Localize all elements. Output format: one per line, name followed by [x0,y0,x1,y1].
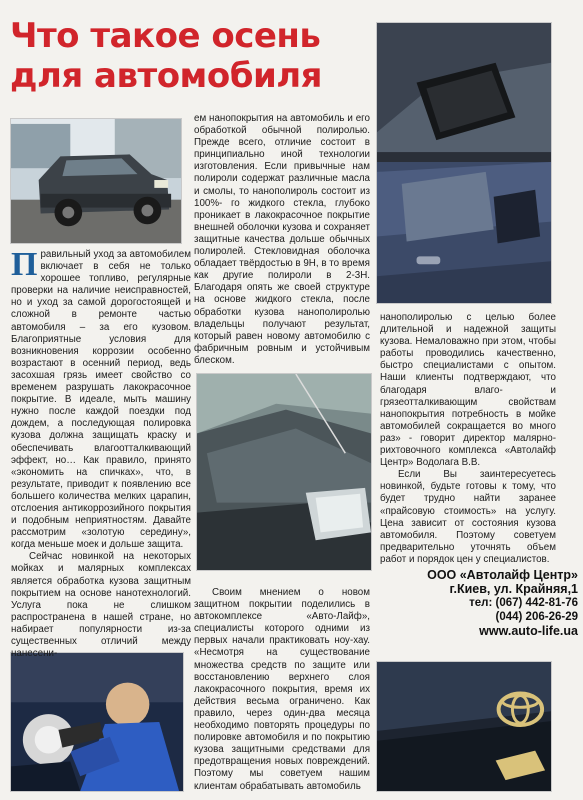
contact-block [378,568,578,638]
text-column-2-top [194,113,370,368]
photo-toyota-emblem [376,661,552,792]
phone-2: (044) 206-26-29 [495,611,578,623]
phone-1: тел: (067) 442-81-76 [469,597,578,609]
photo-worker-polishing [10,652,184,792]
company-address: г.Киев, ул. Крайняя,1 [449,582,578,596]
text-column-1 [11,246,191,660]
photo-car-hood [196,373,372,571]
title-line-2: для автомобиля [10,56,322,96]
website-link[interactable]: www.auto-life.ua [479,624,578,638]
company-name: ООО «Автолайф Центр» [427,568,578,582]
text-column-3 [380,312,556,564]
column-1-paragraph-2: Сейчас новинкой на некоторых мойках и малярных комплексах является обработка кузова защитным покрытием на основе нанотехнологий. Услуга пока не слишком распространена в нашей стране, но набирает популярности из-за существенных отличий между нанесени- [11,551,191,660]
photo-suv [10,118,182,244]
column-1-paragraph-1-text: равильный уход за автомобилем включает в себя не только хорошее топливо, регулярные проверки на наличие неисправностей, но и уход за самой дорогостоящей и сложной в ремонте частью автомобиля – за его кузовом. Благоприятные условия для возникновения коррозии особенно возрастают в осенний период, ведь засохшая грязь имеет свойство со временем разрушать лакокрасочное покрытие. В идеале, мыть машину нужно после каждой поездки под дождем, а последующая полировка кузова должна защищать краску и обеспечивать влагоотталкивающий эффект, но… Как правило, принято «экономить на спичках», что, в результате, приводит к появлению все большего количества мелких царапин, отслоения антикоррозийного покрытия и подобным неприятностям. Давайте рассмотрим «золотую середину», когда меньше моек и дольше защита. [11,249,191,551]
article-title [10,16,350,96]
photo-car-mirror [376,22,552,304]
column-3-paragraph-1: нанополиролью с целью более длительной и надежной защиты кузова. Немаловажно при этом, чтобы работы проводились качественно, быстро специалистами с опытом. Наши клиенты подтверждают, что благодаря влаго- и грязеотталкивающим свойствам нанопокрытия потребность в мойке автомобилей сокращается во много раз» - говорит директор малярно-рихтовочного комплекса «Автолайф Центр» Водолага В.В. [380,312,556,469]
column-2-paragraph-1: ем нанопокрытия на автомобиль и его обработкой обычной полиролью. Прежде всего, отличие состоит в принципиально иной технологии изготовления. Если привычные нам полироли содержат различные масла и смолы, то нанополироль состоит из 100%- го жидкого стекла, глубоко проникает в лакокрасочное покрытие внешней оболочки кузова и сохраняет защитные качества дольше обычных полиролей. Стекловидная оболочка обладает твёрдостью в 9Н, в то время как другие полироли в 2-3Н. Благодаря опять же своей структуре на основе жидкого стекла, после обработки кузова нанополиролью владельцы получают результат, который равен новому автомобилю с фабричным ровным и устойчивым блеском. [194,113,370,366]
column-2-paragraph-2: Своим мнением о новом защитном покрытии поделились в автокомплексе «Авто-Лайф», специалисты которого одними из первых начали практиковать ноу-хау. «Несмотря на существование множества средств по защите или восстановлению верхнего слоя лакокрасочного покрытия, время их действия весьма ограничено. Как правило, через один-два месяца необходимо повторять процедуры по полировке автомобиля и по покрытию кузова защитными средствами для предотвращения новых повреждений. Поэтому мы советуем нашим клиентам обрабатывать автомобиль [194,587,370,792]
text-column-2-bottom [194,587,370,797]
title-line-1: Что такое осень [10,16,321,56]
column-3-paragraph-2: Если Вы заинтересуетесь новинкой, будьте готовы к тому, что будет трудно найти заранее «прайсовую стоимость» на услугу. Цена зависит от состояния кузова автомобиля. Поэтому советуем предварительно уточнять объем работ и порядок цен у специалистов. [380,469,556,565]
column-1-paragraph-1 [11,246,191,551]
dropcap: П [11,246,38,283]
